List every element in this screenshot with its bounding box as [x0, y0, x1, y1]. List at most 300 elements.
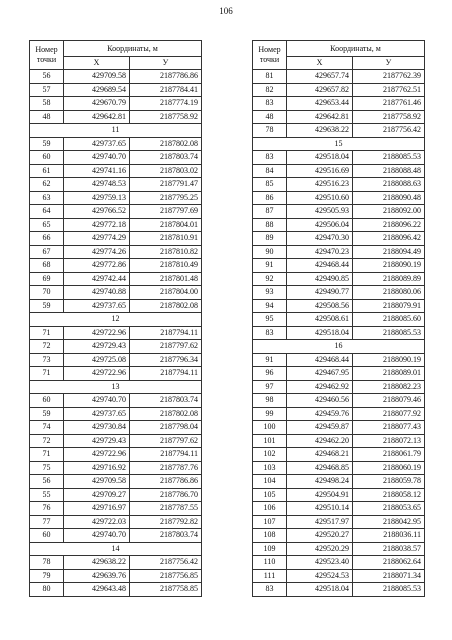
table-row	[253, 502, 425, 516]
table-row	[253, 218, 425, 232]
table-row	[30, 434, 202, 448]
y-coordinate-cell: 2188090.48	[353, 191, 425, 205]
y-coordinate-cell: 2187797.69	[130, 205, 202, 219]
y-coordinate-cell: 2187786.70	[130, 488, 202, 502]
table-row	[30, 448, 202, 462]
point-number-cell: 71	[30, 326, 64, 340]
y-coordinate-cell: 2188079.91	[353, 299, 425, 313]
x-coordinate-cell: 429498.24	[287, 475, 353, 489]
table-row	[253, 245, 425, 259]
y-coordinate-cell: 2187801.48	[130, 272, 202, 286]
point-number-cell: 71	[30, 367, 64, 381]
y-coordinate-cell: 2187794.11	[130, 448, 202, 462]
table-row	[253, 353, 425, 367]
x-coordinate-cell: 429490.85	[287, 272, 353, 286]
point-number-cell: 107	[253, 515, 287, 529]
y-coordinate-cell: 2188096.22	[353, 218, 425, 232]
point-number-cell: 89	[253, 232, 287, 246]
section-row	[30, 313, 202, 327]
table-row	[253, 367, 425, 381]
table-row	[30, 218, 202, 232]
point-number-cell: 99	[253, 407, 287, 421]
x-coordinate-cell: 429722.03	[64, 515, 130, 529]
y-coordinate-cell: 2188090.19	[353, 353, 425, 367]
point-number-cell: 109	[253, 542, 287, 556]
y-coordinate-cell: 2188061.79	[353, 448, 425, 462]
x-coordinate-cell: 429689.54	[64, 83, 130, 97]
y-coordinate-cell: 2187756.42	[130, 556, 202, 570]
x-coordinate-cell: 429657.82	[287, 83, 353, 97]
x-coordinate-cell: 429643.48	[64, 583, 130, 597]
x-coordinate-cell: 429748.53	[64, 178, 130, 192]
section-number: 16	[253, 340, 425, 354]
y-coordinate-cell: 2188042.95	[353, 515, 425, 529]
section-row	[30, 380, 202, 394]
x-coordinate-cell: 429638.22	[64, 556, 130, 570]
coordinates-table-right	[252, 40, 425, 597]
section-row	[253, 340, 425, 354]
point-number-cell: 84	[253, 164, 287, 178]
header-x: X	[64, 57, 130, 70]
x-coordinate-cell: 429740.70	[64, 529, 130, 543]
point-number-cell: 106	[253, 502, 287, 516]
point-number-cell: 93	[253, 286, 287, 300]
y-coordinate-cell: 2187756.85	[130, 569, 202, 583]
table-row	[30, 556, 202, 570]
x-coordinate-cell: 429490.77	[287, 286, 353, 300]
point-number-cell: 86	[253, 191, 287, 205]
y-coordinate-cell: 2188085.60	[353, 313, 425, 327]
section-row	[253, 137, 425, 151]
y-coordinate-cell: 2187794.11	[130, 367, 202, 381]
x-coordinate-cell: 429709.58	[64, 475, 130, 489]
point-number-cell: 85	[253, 178, 287, 192]
x-coordinate-cell: 429716.92	[64, 461, 130, 475]
table-row	[253, 434, 425, 448]
section-row	[30, 124, 202, 138]
table-row	[253, 475, 425, 489]
x-coordinate-cell: 429741.16	[64, 164, 130, 178]
point-number-cell: 64	[30, 205, 64, 219]
y-coordinate-cell: 2187761.46	[353, 97, 425, 111]
x-coordinate-cell: 429462.20	[287, 434, 353, 448]
point-number-cell: 57	[30, 83, 64, 97]
x-coordinate-cell: 429516.23	[287, 178, 353, 192]
point-number-cell: 88	[253, 218, 287, 232]
x-coordinate-cell: 429470.30	[287, 232, 353, 246]
x-coordinate-cell: 429653.44	[287, 97, 353, 111]
section-number: 14	[30, 542, 202, 556]
point-number-cell: 103	[253, 461, 287, 475]
y-coordinate-cell: 2188038.57	[353, 542, 425, 556]
x-coordinate-cell: 429520.29	[287, 542, 353, 556]
table-row	[253, 569, 425, 583]
point-number-cell: 60	[30, 529, 64, 543]
table-row	[30, 367, 202, 381]
table-row	[30, 110, 202, 124]
table-row	[253, 313, 425, 327]
point-number-cell: 48	[253, 110, 287, 124]
y-coordinate-cell: 2187804.01	[130, 218, 202, 232]
table-row	[253, 151, 425, 165]
table-row	[253, 259, 425, 273]
y-coordinate-cell: 2188077.92	[353, 407, 425, 421]
y-coordinate-cell: 2187798.04	[130, 421, 202, 435]
table-row	[253, 232, 425, 246]
table-row	[253, 407, 425, 421]
y-coordinate-cell: 2187803.74	[130, 529, 202, 543]
x-coordinate-cell: 429508.56	[287, 299, 353, 313]
x-coordinate-cell: 429468.21	[287, 448, 353, 462]
table-row	[30, 340, 202, 354]
table-row	[30, 421, 202, 435]
y-coordinate-cell: 2188088.63	[353, 178, 425, 192]
table-row	[253, 124, 425, 138]
x-coordinate-cell: 429470.23	[287, 245, 353, 259]
x-coordinate-cell: 429722.96	[64, 448, 130, 462]
page-number: 106	[219, 6, 233, 16]
point-number-cell: 96	[253, 367, 287, 381]
point-number-cell: 105	[253, 488, 287, 502]
y-coordinate-cell: 2187810.49	[130, 259, 202, 273]
section-number: 15	[253, 137, 425, 151]
table-row	[253, 380, 425, 394]
y-coordinate-cell: 2187803.02	[130, 164, 202, 178]
header-coordinates: Координаты, м	[287, 41, 425, 57]
point-number-cell: 60	[30, 151, 64, 165]
x-coordinate-cell: 429468.85	[287, 461, 353, 475]
x-coordinate-cell: 429510.60	[287, 191, 353, 205]
point-number-cell: 98	[253, 394, 287, 408]
y-coordinate-cell: 2188090.19	[353, 259, 425, 273]
table-row	[30, 205, 202, 219]
x-coordinate-cell: 429759.13	[64, 191, 130, 205]
section-number: 11	[30, 124, 202, 138]
x-coordinate-cell: 429504.91	[287, 488, 353, 502]
header-coordinates: Координаты, м	[64, 41, 202, 57]
table-row	[30, 515, 202, 529]
x-coordinate-cell: 429506.04	[287, 218, 353, 232]
point-number-cell: 67	[30, 245, 64, 259]
table-row	[30, 191, 202, 205]
header-x: X	[287, 57, 353, 70]
table-row	[30, 569, 202, 583]
y-coordinate-cell: 2188077.43	[353, 421, 425, 435]
y-coordinate-cell: 2188060.19	[353, 461, 425, 475]
table-row	[30, 529, 202, 543]
y-coordinate-cell: 2187795.25	[130, 191, 202, 205]
point-number-cell: 78	[30, 556, 64, 570]
table-row	[30, 488, 202, 502]
x-coordinate-cell: 429737.65	[64, 407, 130, 421]
x-coordinate-cell: 429518.04	[287, 151, 353, 165]
point-number-cell: 92	[253, 272, 287, 286]
point-number-cell: 74	[30, 421, 64, 435]
point-number-cell: 97	[253, 380, 287, 394]
table-row	[253, 299, 425, 313]
point-number-cell: 59	[30, 299, 64, 313]
table-row	[253, 394, 425, 408]
y-coordinate-cell: 2187756.42	[353, 124, 425, 138]
section-row	[30, 542, 202, 556]
point-number-cell: 73	[30, 353, 64, 367]
y-coordinate-cell: 2187797.62	[130, 340, 202, 354]
y-coordinate-cell: 2187758.85	[130, 583, 202, 597]
y-coordinate-cell: 2187797.62	[130, 434, 202, 448]
y-coordinate-cell: 2188096.42	[353, 232, 425, 246]
y-coordinate-cell: 2187786.86	[130, 475, 202, 489]
table-body	[30, 70, 202, 597]
y-coordinate-cell: 2188059.78	[353, 475, 425, 489]
point-number-cell: 83	[253, 97, 287, 111]
y-coordinate-cell: 2187784.41	[130, 83, 202, 97]
point-number-cell: 56	[30, 70, 64, 84]
y-coordinate-cell: 2188062.64	[353, 556, 425, 570]
y-coordinate-cell: 2187796.34	[130, 353, 202, 367]
table-row	[253, 191, 425, 205]
coordinates-table-left	[29, 40, 202, 597]
table-row	[253, 583, 425, 597]
x-coordinate-cell: 429518.04	[287, 326, 353, 340]
table-row	[30, 583, 202, 597]
point-number-cell: 62	[30, 178, 64, 192]
point-number-cell: 55	[30, 488, 64, 502]
point-number-cell: 60	[30, 394, 64, 408]
point-number-cell: 48	[30, 110, 64, 124]
y-coordinate-cell: 2187804.00	[130, 286, 202, 300]
y-coordinate-cell: 2188058.12	[353, 488, 425, 502]
point-number-cell: 79	[30, 569, 64, 583]
x-coordinate-cell: 429774.29	[64, 232, 130, 246]
x-coordinate-cell: 429505.93	[287, 205, 353, 219]
y-coordinate-cell: 2187803.74	[130, 151, 202, 165]
y-coordinate-cell: 2187791.47	[130, 178, 202, 192]
x-coordinate-cell: 429642.81	[64, 110, 130, 124]
header-y: У	[130, 57, 202, 70]
x-coordinate-cell: 429737.65	[64, 137, 130, 151]
table-row	[30, 286, 202, 300]
y-coordinate-cell: 2187802.08	[130, 407, 202, 421]
y-coordinate-cell: 2188071.34	[353, 569, 425, 583]
y-coordinate-cell: 2187794.11	[130, 326, 202, 340]
point-number-cell: 95	[253, 313, 287, 327]
table-row	[253, 448, 425, 462]
x-coordinate-cell: 429460.56	[287, 394, 353, 408]
table-row	[253, 461, 425, 475]
x-coordinate-cell: 429468.44	[287, 353, 353, 367]
x-coordinate-cell: 429670.79	[64, 97, 130, 111]
x-coordinate-cell: 429468.44	[287, 259, 353, 273]
point-number-cell: 87	[253, 205, 287, 219]
table-row	[253, 515, 425, 529]
y-coordinate-cell: 2187758.92	[353, 110, 425, 124]
y-coordinate-cell: 2187774.19	[130, 97, 202, 111]
point-number-cell: 69	[30, 272, 64, 286]
header-point-number: Номер точки	[253, 41, 287, 70]
table-row	[30, 475, 202, 489]
y-coordinate-cell: 2188079.46	[353, 394, 425, 408]
point-number-cell: 71	[30, 448, 64, 462]
point-number-cell: 81	[253, 70, 287, 84]
x-coordinate-cell: 429729.43	[64, 434, 130, 448]
point-number-cell: 102	[253, 448, 287, 462]
y-coordinate-cell: 2187786.86	[130, 70, 202, 84]
x-coordinate-cell: 429729.43	[64, 340, 130, 354]
y-coordinate-cell: 2187802.08	[130, 137, 202, 151]
point-number-cell: 76	[30, 502, 64, 516]
point-number-cell: 61	[30, 164, 64, 178]
table-row	[253, 556, 425, 570]
x-coordinate-cell: 429467.95	[287, 367, 353, 381]
point-number-cell: 80	[30, 583, 64, 597]
table-row	[30, 353, 202, 367]
y-coordinate-cell: 2188053.65	[353, 502, 425, 516]
point-number-cell: 91	[253, 353, 287, 367]
point-number-cell: 63	[30, 191, 64, 205]
table-row	[30, 178, 202, 192]
point-number-cell: 82	[253, 83, 287, 97]
x-coordinate-cell: 429642.81	[287, 110, 353, 124]
x-coordinate-cell: 429508.61	[287, 313, 353, 327]
x-coordinate-cell: 429725.08	[64, 353, 130, 367]
x-coordinate-cell: 429517.97	[287, 515, 353, 529]
point-number-cell: 77	[30, 515, 64, 529]
y-coordinate-cell: 2188094.49	[353, 245, 425, 259]
x-coordinate-cell: 429740.88	[64, 286, 130, 300]
point-number-cell: 59	[30, 407, 64, 421]
point-number-cell: 75	[30, 461, 64, 475]
x-coordinate-cell: 429520.27	[287, 529, 353, 543]
x-coordinate-cell: 429657.74	[287, 70, 353, 84]
x-coordinate-cell: 429459.76	[287, 407, 353, 421]
x-coordinate-cell: 429523.40	[287, 556, 353, 570]
point-number-cell: 72	[30, 434, 64, 448]
y-coordinate-cell: 2188082.23	[353, 380, 425, 394]
point-number-cell: 104	[253, 475, 287, 489]
x-coordinate-cell: 429709.27	[64, 488, 130, 502]
point-number-cell: 90	[253, 245, 287, 259]
y-coordinate-cell: 2188089.89	[353, 272, 425, 286]
y-coordinate-cell: 2188036.11	[353, 529, 425, 543]
header-y: У	[353, 57, 425, 70]
x-coordinate-cell: 429459.87	[287, 421, 353, 435]
y-coordinate-cell: 2188088.48	[353, 164, 425, 178]
table-body	[253, 70, 425, 597]
x-coordinate-cell: 429639.76	[64, 569, 130, 583]
y-coordinate-cell: 2187787.55	[130, 502, 202, 516]
table-row	[253, 205, 425, 219]
y-coordinate-cell: 2187810.91	[130, 232, 202, 246]
table-row	[253, 272, 425, 286]
table-row	[30, 394, 202, 408]
x-coordinate-cell: 429737.65	[64, 299, 130, 313]
x-coordinate-cell: 429638.22	[287, 124, 353, 138]
table-row	[30, 232, 202, 246]
section-number: 13	[30, 380, 202, 394]
x-coordinate-cell: 429766.52	[64, 205, 130, 219]
point-number-cell: 83	[253, 326, 287, 340]
table-row	[30, 164, 202, 178]
table-row	[253, 488, 425, 502]
point-number-cell: 58	[30, 97, 64, 111]
x-coordinate-cell: 429742.44	[64, 272, 130, 286]
point-number-cell: 111	[253, 569, 287, 583]
x-coordinate-cell: 429722.96	[64, 326, 130, 340]
y-coordinate-cell: 2187762.51	[353, 83, 425, 97]
point-number-cell: 101	[253, 434, 287, 448]
table-row	[30, 151, 202, 165]
table-row	[253, 83, 425, 97]
x-coordinate-cell: 429722.96	[64, 367, 130, 381]
section-number: 12	[30, 313, 202, 327]
x-coordinate-cell: 429524.53	[287, 569, 353, 583]
x-coordinate-cell: 429462.92	[287, 380, 353, 394]
point-number-cell: 91	[253, 259, 287, 273]
table-row	[30, 407, 202, 421]
x-coordinate-cell: 429740.70	[64, 394, 130, 408]
y-coordinate-cell: 2187787.76	[130, 461, 202, 475]
table-row	[253, 286, 425, 300]
header-point-number: Номер точки	[30, 41, 64, 70]
y-coordinate-cell: 2187758.92	[130, 110, 202, 124]
table-row	[30, 299, 202, 313]
table-row	[30, 97, 202, 111]
table-row	[253, 542, 425, 556]
point-number-cell: 68	[30, 259, 64, 273]
table-row	[253, 421, 425, 435]
table-row	[253, 178, 425, 192]
table-row	[30, 137, 202, 151]
x-coordinate-cell: 429772.86	[64, 259, 130, 273]
x-coordinate-cell: 429709.58	[64, 70, 130, 84]
table-row	[30, 259, 202, 273]
x-coordinate-cell: 429510.14	[287, 502, 353, 516]
point-number-cell: 83	[253, 583, 287, 597]
table-row	[253, 326, 425, 340]
table-row	[30, 245, 202, 259]
x-coordinate-cell: 429518.04	[287, 583, 353, 597]
y-coordinate-cell: 2188080.06	[353, 286, 425, 300]
point-number-cell: 70	[30, 286, 64, 300]
point-number-cell: 110	[253, 556, 287, 570]
y-coordinate-cell: 2188092.00	[353, 205, 425, 219]
y-coordinate-cell: 2188085.53	[353, 326, 425, 340]
point-number-cell: 108	[253, 529, 287, 543]
table-row	[30, 70, 202, 84]
table-row	[253, 97, 425, 111]
point-number-cell: 100	[253, 421, 287, 435]
table-row	[253, 164, 425, 178]
y-coordinate-cell: 2187792.82	[130, 515, 202, 529]
point-number-cell: 78	[253, 124, 287, 138]
y-coordinate-cell: 2188085.53	[353, 151, 425, 165]
table-row	[30, 461, 202, 475]
point-number-cell: 65	[30, 218, 64, 232]
table-row	[253, 529, 425, 543]
point-number-cell: 83	[253, 151, 287, 165]
x-coordinate-cell: 429716.97	[64, 502, 130, 516]
x-coordinate-cell: 429772.18	[64, 218, 130, 232]
x-coordinate-cell: 429516.69	[287, 164, 353, 178]
table-row	[30, 272, 202, 286]
table-row	[30, 502, 202, 516]
y-coordinate-cell: 2188072.13	[353, 434, 425, 448]
y-coordinate-cell: 2188085.53	[353, 583, 425, 597]
point-number-cell: 59	[30, 137, 64, 151]
point-number-cell: 94	[253, 299, 287, 313]
y-coordinate-cell: 2188089.01	[353, 367, 425, 381]
point-number-cell: 66	[30, 232, 64, 246]
